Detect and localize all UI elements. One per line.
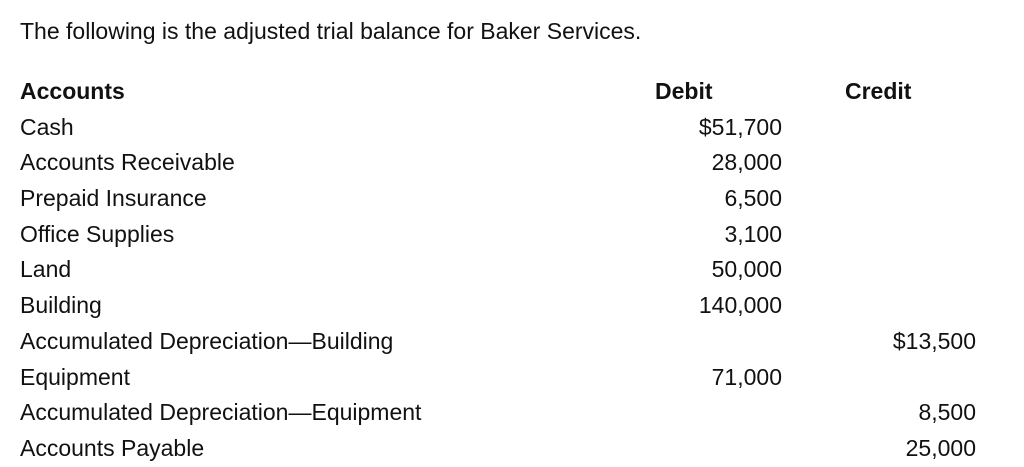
debit-value: 3,100 xyxy=(724,220,782,247)
debit-value: 140,000 xyxy=(698,292,782,319)
table-row xyxy=(20,145,1000,181)
account-name: Building xyxy=(20,292,102,319)
account-name: Accounts Receivable xyxy=(20,149,235,176)
table-row xyxy=(20,181,1000,217)
intro-text: The following is the adjusted trial balance for Baker Services. xyxy=(20,18,642,44)
table-row xyxy=(20,431,1000,467)
table-row xyxy=(20,217,1000,253)
account-name: Accumulated Depreciation—Equipment xyxy=(20,399,422,426)
account-name: Prepaid Insurance xyxy=(20,185,207,212)
table-row xyxy=(20,110,1000,146)
account-name: Cash xyxy=(20,113,74,140)
account-name: Accumulated Depreciation—Building xyxy=(20,327,394,354)
credit-value: 25,000 xyxy=(905,434,976,461)
table-row xyxy=(20,288,1000,324)
table-row xyxy=(20,395,1000,431)
debit-value: $51,700 xyxy=(698,113,782,140)
trial-balance-table xyxy=(20,74,1000,467)
table-row xyxy=(20,324,1000,360)
debit-value: 71,000 xyxy=(711,363,782,390)
debit-value: 28,000 xyxy=(711,149,782,176)
account-name: Office Supplies xyxy=(20,220,175,247)
account-name: Land xyxy=(20,256,72,283)
account-name: Equipment xyxy=(20,363,130,390)
table-header-row xyxy=(20,74,1000,110)
account-name: Accounts Payable xyxy=(20,434,205,461)
accounts-header: Accounts xyxy=(20,78,125,104)
credit-value: $13,500 xyxy=(892,327,976,354)
table-row xyxy=(20,252,1000,288)
debit-header: Debit xyxy=(655,78,713,104)
table-row xyxy=(20,360,1000,396)
credit-value: 8,500 xyxy=(918,399,976,426)
debit-value: 6,500 xyxy=(724,185,782,212)
debit-value: 50,000 xyxy=(711,256,782,283)
credit-header: Credit xyxy=(845,78,912,104)
